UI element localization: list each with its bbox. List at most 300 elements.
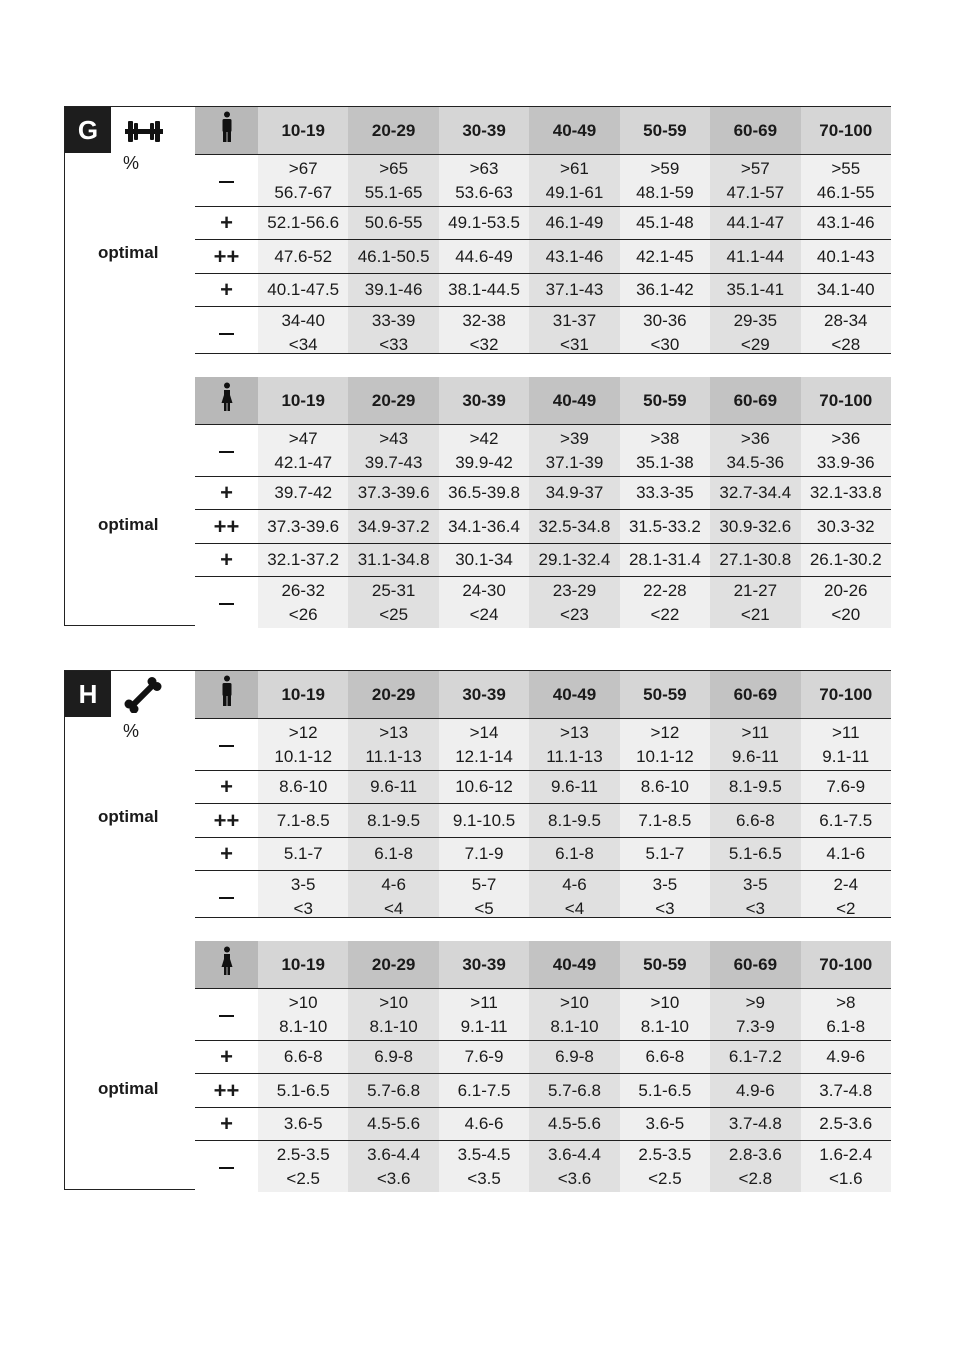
range-value: 2.5-3.6 bbox=[819, 1114, 873, 1133]
range-value: 6.6-8 bbox=[283, 1047, 323, 1066]
range-value: 37.1-43 bbox=[545, 280, 604, 299]
range-cell bbox=[529, 1141, 619, 1193]
range-value: 37.1-39 bbox=[545, 452, 604, 472]
range-cell bbox=[801, 1108, 891, 1141]
range-value: 32.7-34.4 bbox=[719, 483, 792, 502]
range-value: 30.3-32 bbox=[816, 516, 875, 536]
age-group-header: 50-59 bbox=[620, 107, 710, 155]
range-value: 42.1-45 bbox=[636, 246, 694, 266]
range-value: >39 bbox=[560, 428, 589, 448]
range-value: >67 bbox=[288, 158, 318, 178]
range-cell bbox=[620, 510, 710, 544]
range-cell bbox=[620, 207, 710, 240]
range-value: <2.5 bbox=[648, 1168, 682, 1188]
range-value: >59 bbox=[650, 158, 680, 178]
range-cell bbox=[710, 804, 800, 838]
range-value: <26 bbox=[288, 604, 318, 624]
range-cell bbox=[439, 1108, 529, 1141]
rating-row bbox=[195, 155, 891, 207]
range-cell bbox=[348, 771, 438, 804]
range-value: <23 bbox=[560, 604, 589, 624]
range-value: 44.6-49 bbox=[455, 246, 513, 266]
range-cell bbox=[710, 1108, 800, 1141]
range-value: 46.1-49 bbox=[545, 213, 604, 232]
rating-row bbox=[195, 544, 891, 577]
range-value: 21-27 bbox=[733, 580, 778, 600]
range-value: 4.9-6 bbox=[826, 1047, 866, 1066]
range-value: >47 bbox=[288, 428, 318, 448]
range-value: 2-4 bbox=[833, 874, 859, 894]
age-group-header: 40-49 bbox=[529, 671, 619, 719]
range-value: 22-28 bbox=[643, 580, 687, 600]
range-value: <32 bbox=[469, 334, 499, 354]
range-cell bbox=[529, 719, 619, 771]
range-value: 31.1-34.8 bbox=[357, 550, 430, 569]
female-table bbox=[195, 941, 891, 1192]
range-value: >10 bbox=[560, 992, 589, 1012]
range-cell bbox=[258, 1108, 348, 1141]
range-cell bbox=[348, 871, 438, 923]
range-cell bbox=[439, 425, 529, 477]
rating-plus: + bbox=[195, 1041, 258, 1074]
range-value: 28.1-31.4 bbox=[628, 550, 701, 569]
range-value: 7.1-8.5 bbox=[276, 810, 330, 830]
range-value: 52.1-56.6 bbox=[267, 213, 340, 232]
range-cell bbox=[801, 544, 891, 577]
range-cell bbox=[348, 577, 438, 629]
range-value: 8.1-10 bbox=[369, 1016, 418, 1036]
range-cell bbox=[620, 1108, 710, 1141]
range-value: 8.1-10 bbox=[550, 1016, 599, 1036]
range-cell bbox=[710, 1074, 800, 1108]
range-cell bbox=[801, 838, 891, 871]
range-value: >57 bbox=[740, 158, 770, 178]
range-value: 47.6-52 bbox=[274, 246, 333, 266]
range-value: 39.7-43 bbox=[364, 452, 423, 472]
rating-double-plus: ++ bbox=[195, 240, 258, 274]
range-cell bbox=[258, 544, 348, 577]
range-value: 1.6-2.4 bbox=[819, 1144, 873, 1164]
range-cell bbox=[439, 510, 529, 544]
range-value: 56.7-67 bbox=[274, 182, 333, 202]
range-value: <3 bbox=[293, 898, 313, 918]
unit-label: % bbox=[123, 153, 140, 173]
range-cell bbox=[529, 871, 619, 923]
rating-row bbox=[195, 274, 891, 307]
range-cell bbox=[710, 425, 800, 477]
range-cell bbox=[801, 155, 891, 207]
range-value: 43.1-46 bbox=[545, 246, 604, 266]
rating-minus bbox=[195, 425, 258, 477]
age-header-row bbox=[195, 941, 891, 989]
range-cell bbox=[348, 155, 438, 207]
range-cell bbox=[710, 274, 800, 307]
range-value: 6.9-8 bbox=[555, 1047, 594, 1066]
range-value: 3.6-5 bbox=[283, 1114, 323, 1133]
range-cell bbox=[529, 989, 619, 1041]
range-cell bbox=[258, 307, 348, 359]
range-value: 36.5-39.8 bbox=[448, 483, 520, 502]
range-value: <2 bbox=[836, 898, 856, 918]
range-value: >36 bbox=[740, 428, 770, 448]
range-value: <3.5 bbox=[467, 1168, 501, 1188]
range-value: 30-36 bbox=[643, 310, 687, 330]
range-value: <21 bbox=[740, 604, 770, 624]
age-header-row bbox=[195, 377, 891, 425]
range-value: <3.6 bbox=[376, 1168, 411, 1188]
range-cell bbox=[258, 240, 348, 274]
range-value: <31 bbox=[560, 334, 589, 354]
range-value: 7.1-8.5 bbox=[638, 810, 692, 830]
rating-row bbox=[195, 207, 891, 240]
rating-row bbox=[195, 838, 891, 871]
range-value: 34.9-37 bbox=[545, 483, 604, 502]
range-value: 34.1-36.4 bbox=[448, 516, 520, 536]
range-value: 6.9-8 bbox=[374, 1047, 413, 1066]
range-cell bbox=[801, 1074, 891, 1108]
range-cell bbox=[710, 871, 800, 923]
range-cell bbox=[529, 425, 619, 477]
age-group-header: 40-49 bbox=[529, 941, 619, 989]
range-value: >55 bbox=[831, 158, 861, 178]
range-cell bbox=[620, 871, 710, 923]
rating-double-plus: ++ bbox=[195, 510, 258, 544]
rating-minus bbox=[195, 719, 258, 771]
rating-row bbox=[195, 871, 891, 923]
range-cell bbox=[439, 804, 529, 838]
age-group-header: 60-69 bbox=[710, 107, 800, 155]
range-value: 9.6-11 bbox=[551, 777, 598, 796]
range-value: 42.1-47 bbox=[274, 452, 333, 472]
range-value: 6.1-8 bbox=[374, 844, 413, 863]
optimal-label-male: optimal bbox=[98, 807, 159, 826]
range-value: 24-30 bbox=[462, 580, 506, 600]
rating-plus: + bbox=[195, 544, 258, 577]
range-cell bbox=[439, 207, 529, 240]
range-value: 3-5 bbox=[743, 874, 768, 894]
range-value: 49.1-53.5 bbox=[448, 213, 520, 232]
range-cell bbox=[439, 577, 529, 629]
range-cell bbox=[439, 1074, 529, 1108]
range-cell bbox=[258, 425, 348, 477]
range-value: >11 bbox=[831, 722, 860, 742]
range-value: 4-6 bbox=[562, 874, 587, 894]
range-value: 4.1-6 bbox=[826, 844, 866, 863]
rating-minus bbox=[195, 155, 258, 207]
range-value: 5.1-6.5 bbox=[728, 844, 782, 863]
range-value: 37.3-39.6 bbox=[357, 483, 430, 502]
range-cell bbox=[710, 477, 800, 510]
rating-minus bbox=[195, 989, 258, 1041]
range-cell bbox=[439, 274, 529, 307]
range-cell bbox=[439, 477, 529, 510]
range-value: 39.9-42 bbox=[455, 452, 513, 472]
range-value: <29 bbox=[740, 334, 770, 354]
range-value: 6.1-7.5 bbox=[819, 810, 873, 830]
range-cell bbox=[258, 804, 348, 838]
range-cell bbox=[258, 1041, 348, 1074]
range-value: 55.1-65 bbox=[364, 182, 423, 202]
range-cell bbox=[620, 719, 710, 771]
range-cell bbox=[348, 425, 438, 477]
rating-row bbox=[195, 989, 891, 1041]
range-value: <28 bbox=[831, 334, 861, 354]
range-cell bbox=[620, 989, 710, 1041]
range-cell bbox=[258, 155, 348, 207]
range-value: 2.5-3.5 bbox=[638, 1144, 692, 1164]
range-value: 34-40 bbox=[281, 310, 325, 330]
range-value: 3.6-4.4 bbox=[548, 1144, 601, 1164]
range-value: 2.8-3.6 bbox=[728, 1144, 782, 1164]
range-cell bbox=[801, 989, 891, 1041]
range-cell bbox=[801, 477, 891, 510]
female-icon bbox=[195, 377, 258, 425]
range-value: 10.1-12 bbox=[274, 746, 333, 766]
rating-row bbox=[195, 771, 891, 804]
range-cell bbox=[529, 274, 619, 307]
range-cell bbox=[801, 719, 891, 771]
range-value: 3.6-4.4 bbox=[367, 1144, 421, 1164]
range-value: 32.5-34.8 bbox=[538, 516, 611, 536]
range-cell bbox=[529, 155, 619, 207]
range-value: >8 bbox=[836, 992, 856, 1012]
range-value: >12 bbox=[288, 722, 318, 742]
range-value: 7.3-9 bbox=[735, 1016, 775, 1036]
range-value: >12 bbox=[650, 722, 680, 742]
range-value: 3.5-4.5 bbox=[457, 1144, 511, 1164]
range-value: 46.1-50.5 bbox=[357, 246, 430, 266]
range-value: >38 bbox=[650, 428, 680, 448]
age-group-header: 60-69 bbox=[710, 941, 800, 989]
range-value: 4-6 bbox=[381, 874, 406, 894]
age-group-header: 60-69 bbox=[710, 377, 800, 425]
range-cell bbox=[258, 510, 348, 544]
section-g-muscle-table bbox=[64, 106, 891, 626]
range-value: 9.1-10.5 bbox=[452, 810, 516, 830]
range-cell bbox=[439, 771, 529, 804]
male-icon bbox=[195, 107, 258, 155]
age-header-row bbox=[195, 107, 891, 155]
range-value: 11.1-13 bbox=[546, 746, 603, 766]
range-cell bbox=[348, 477, 438, 510]
range-value: 3.7-4.8 bbox=[819, 1080, 873, 1100]
range-cell bbox=[620, 477, 710, 510]
range-value: 6.1-8 bbox=[826, 1016, 866, 1036]
range-value: <25 bbox=[379, 604, 409, 624]
age-group-header: 30-39 bbox=[439, 671, 529, 719]
range-value: 40.1-47.5 bbox=[267, 280, 340, 299]
range-cell bbox=[258, 989, 348, 1041]
range-value: 32.1-37.2 bbox=[267, 550, 340, 569]
range-cell bbox=[348, 544, 438, 577]
female-icon bbox=[195, 941, 258, 989]
range-cell bbox=[801, 307, 891, 359]
range-value: 8.1-9.5 bbox=[367, 810, 421, 830]
range-value: 30.1-34 bbox=[455, 550, 513, 569]
range-cell bbox=[710, 1041, 800, 1074]
range-cell bbox=[801, 577, 891, 629]
range-cell bbox=[801, 240, 891, 274]
range-value: 50.6-55 bbox=[364, 213, 423, 232]
rating-minus bbox=[195, 307, 258, 359]
range-cell bbox=[620, 274, 710, 307]
range-value: 33-39 bbox=[371, 310, 416, 330]
range-cell bbox=[710, 838, 800, 871]
range-cell bbox=[710, 577, 800, 629]
range-cell bbox=[710, 771, 800, 804]
rating-plus: + bbox=[195, 1108, 258, 1141]
rating-minus bbox=[195, 577, 258, 629]
range-value: 25-31 bbox=[371, 580, 416, 600]
range-value: 37.3-39.6 bbox=[267, 516, 340, 536]
range-cell bbox=[258, 1074, 348, 1108]
dumbbell-icon bbox=[121, 113, 167, 149]
range-value: 3-5 bbox=[290, 874, 316, 894]
range-value: <22 bbox=[650, 604, 680, 624]
range-value: >61 bbox=[560, 158, 589, 178]
range-value: >11 bbox=[741, 722, 770, 742]
range-value: <33 bbox=[379, 334, 409, 354]
range-value: 20-26 bbox=[824, 580, 868, 600]
range-value: 9.6-11 bbox=[731, 746, 779, 766]
range-cell bbox=[348, 838, 438, 871]
rating-minus bbox=[195, 871, 258, 923]
range-value: 3.7-4.8 bbox=[728, 1114, 782, 1133]
range-value: 33.9-36 bbox=[816, 452, 875, 472]
age-group-header: 40-49 bbox=[529, 107, 619, 155]
range-value: 5.7-6.8 bbox=[548, 1080, 601, 1100]
range-cell bbox=[529, 544, 619, 577]
male-table bbox=[195, 107, 891, 358]
age-header-row bbox=[195, 671, 891, 719]
range-value: 9.6-11 bbox=[370, 777, 418, 796]
range-value: 35.1-41 bbox=[726, 280, 785, 299]
rating-row bbox=[195, 477, 891, 510]
range-value: 39.7-42 bbox=[274, 483, 333, 502]
range-cell bbox=[710, 989, 800, 1041]
age-group-header: 60-69 bbox=[710, 671, 800, 719]
range-value: <3.6 bbox=[557, 1168, 592, 1188]
rating-row bbox=[195, 804, 891, 838]
range-value: >43 bbox=[379, 428, 409, 448]
range-value: <2.8 bbox=[738, 1168, 773, 1188]
rating-row bbox=[195, 577, 891, 629]
range-value: >65 bbox=[379, 158, 409, 178]
age-group-header: 20-29 bbox=[348, 941, 438, 989]
range-cell bbox=[801, 804, 891, 838]
rating-double-plus: ++ bbox=[195, 804, 258, 838]
age-group-header: 50-59 bbox=[620, 671, 710, 719]
range-value: >9 bbox=[745, 992, 766, 1012]
range-cell bbox=[348, 1074, 438, 1108]
range-value: 26.1-30.2 bbox=[809, 550, 882, 569]
range-value: 5.1-7 bbox=[283, 844, 323, 863]
rating-row bbox=[195, 1141, 891, 1193]
range-value: 9.1-11 bbox=[460, 1016, 508, 1036]
range-value: 8.1-9.5 bbox=[728, 777, 782, 796]
range-cell bbox=[348, 307, 438, 359]
age-group-header: 10-19 bbox=[258, 671, 348, 719]
range-cell bbox=[801, 425, 891, 477]
range-value: <4 bbox=[383, 898, 404, 918]
range-cell bbox=[620, 544, 710, 577]
range-value: 8.6-10 bbox=[640, 777, 689, 796]
rating-plus: + bbox=[195, 771, 258, 804]
range-value: <1.6 bbox=[828, 1168, 863, 1188]
range-cell bbox=[529, 804, 619, 838]
rating-minus bbox=[195, 1141, 258, 1193]
range-value: 5.1-7 bbox=[645, 844, 685, 863]
range-cell bbox=[258, 771, 348, 804]
range-cell bbox=[439, 240, 529, 274]
range-value: <24 bbox=[469, 604, 499, 624]
range-value: 31.5-33.2 bbox=[628, 516, 701, 536]
range-value: 6.6-8 bbox=[735, 810, 775, 830]
optimal-label-female: optimal bbox=[98, 1079, 159, 1098]
range-cell bbox=[348, 989, 438, 1041]
range-cell bbox=[258, 719, 348, 771]
range-value: 53.6-63 bbox=[455, 182, 513, 202]
range-value: 23-29 bbox=[552, 580, 597, 600]
age-group-header: 50-59 bbox=[620, 377, 710, 425]
range-value: >63 bbox=[469, 158, 499, 178]
range-cell bbox=[258, 838, 348, 871]
range-cell bbox=[439, 544, 529, 577]
range-cell bbox=[801, 871, 891, 923]
range-value: 31-37 bbox=[552, 310, 597, 330]
range-value: 6.1-8 bbox=[555, 844, 594, 863]
range-value: 11.1-13 bbox=[365, 746, 422, 766]
range-cell bbox=[801, 1141, 891, 1193]
range-value: 8.1-9.5 bbox=[548, 810, 601, 830]
range-value: 7.6-9 bbox=[826, 777, 866, 796]
range-cell bbox=[529, 307, 619, 359]
age-group-header: 30-39 bbox=[439, 107, 529, 155]
age-group-header: 70-100 bbox=[801, 107, 891, 155]
range-cell bbox=[439, 155, 529, 207]
range-value: >10 bbox=[650, 992, 680, 1012]
range-value: 5.1-6.5 bbox=[638, 1080, 692, 1100]
range-cell bbox=[620, 804, 710, 838]
rating-row bbox=[195, 425, 891, 477]
range-cell bbox=[620, 307, 710, 359]
range-value: 29-35 bbox=[733, 310, 778, 330]
range-cell bbox=[439, 719, 529, 771]
section-letter: G bbox=[65, 107, 111, 153]
rating-plus: + bbox=[195, 207, 258, 240]
table-gap bbox=[195, 917, 891, 941]
range-cell bbox=[620, 1141, 710, 1193]
optimal-label-male: optimal bbox=[98, 243, 159, 262]
range-value: 10.6-12 bbox=[455, 777, 513, 796]
range-value: >36 bbox=[831, 428, 861, 448]
range-cell bbox=[348, 274, 438, 307]
range-value: 47.1-57 bbox=[726, 182, 785, 202]
range-cell bbox=[801, 274, 891, 307]
range-cell bbox=[620, 240, 710, 274]
section-letter: H bbox=[65, 671, 111, 717]
range-cell bbox=[710, 510, 800, 544]
rating-double-plus: ++ bbox=[195, 1074, 258, 1108]
range-cell bbox=[620, 425, 710, 477]
range-value: 7.6-9 bbox=[464, 1047, 504, 1066]
range-value: <3 bbox=[745, 898, 766, 918]
range-cell bbox=[348, 804, 438, 838]
range-cell bbox=[529, 240, 619, 274]
range-cell bbox=[348, 719, 438, 771]
range-value: 48.1-59 bbox=[636, 182, 694, 202]
range-value: 27.1-30.8 bbox=[719, 550, 792, 569]
